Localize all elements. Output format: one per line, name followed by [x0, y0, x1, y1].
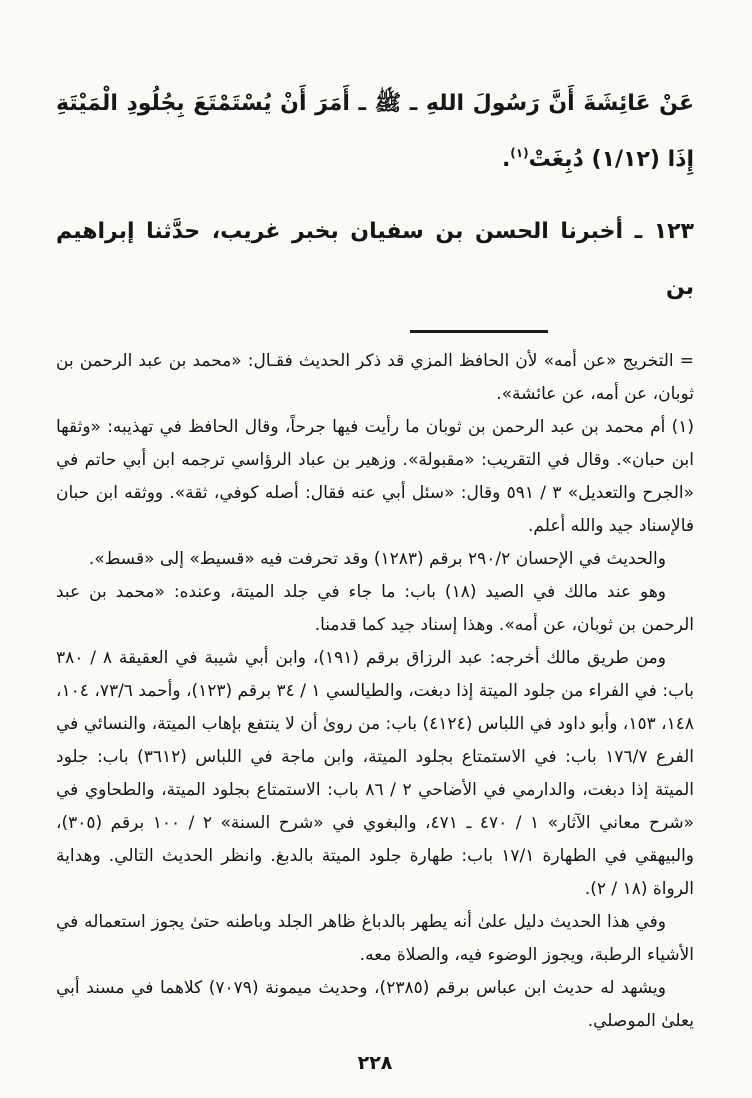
footnote-takhrij-sources: ومن طريق مالك أخرجه: عبد الرزاق برقم (١٩١)، وابن أبي شيبة في العقيقة ٨ / ٣٨٠ باب: في الفراء من جلود الميتة إذا دبغت، والطيالسي ١ / ٣٤ برقم (١٢٣)، وأحمد ٧٣/٦، ١٠٤، ١٤٨، ١٥٣، وأبو داود في اللباس (٤١٢٤) باب: من روىٰ أن لا ينتفع بإهاب الميتة، والنسائي في الفرع ١٧٦/٧ باب: في الاستمتاع بجلود الميتة، وابن ماجة في اللباس (٣٦١٢) باب: جلود الميتة إذا دبغت، والدارمي في الأضاحي ٢ / ٨٦ باب: الاستمتاع بجلود الميتة، والطحاوي في «شرح معاني الآثار» ١ / ٤٧٠ ـ ٤٧١، والبغوي في «شرح السنة» ٢ / ١٠٠ برقم (٣٠٥)، والبيهقي في الطهارة ١٧/١ باب: طهارة جلود الميتة بالدبغ. وانظر الحديث التالي. وهداية الرواة (١٨ / ٢).	[56, 648, 695, 899]
main-text-block	[56, 76, 694, 316]
footnote-supporting-hadiths: ويشهد له حديث ابن عباس برقم (٢٣٨٥)، وحديث ميمونة (٧٠٧٩) كلاهما في مسند أبي يعلىٰ الموصلي.	[56, 978, 694, 1031]
footnote-1: (١) أم محمد بن عبد الرحمن بن ثوبان ما رأيت فيها جرحاً، وقال الحافظ في تهذيبه: «وثقها ابن حبان». وقال في التقريب: «مقبولة». وزهير بن عباد الرؤاسي ترجمه ابن أبي حاتم في «الجرح والتعديل» ٣ / ٥٩١ وقال: «سئل أبي عنه فقال: أصله كوفي، ثقة». ووثقه ابن حبان فالإسناد جيد والله أعلم.	[56, 417, 695, 536]
footnotes-section	[56, 345, 694, 1038]
page-number: ٢٢٨	[357, 1052, 393, 1074]
footnote-separator-rule	[410, 330, 548, 333]
footnote-fiqh-comment: وفي هذا الحديث دليل علىٰ أنه يطهر بالدباغ ظاهر الجلد وباطنه حتىٰ يجوز استعماله في الأشياء الرطبة، ويجوز الوضوء فيه، والصلاة معه.	[56, 912, 694, 965]
hadith-text: عَنْ عَائِشَةَ أَنَّ رَسُولَ اللهِ ـ ﷺ ـ أَمَرَ أَنْ يُسْتَمْتَعَ بِجُلُودِ الْمَيْتَةِ إِذَا (١/١٢) دُبِغَتْ	[56, 91, 694, 172]
sentence-period: .	[501, 147, 511, 172]
hadith-continuation-paragraph	[56, 76, 694, 188]
footnote-takhrij-continuation: = التخريج «عن أمه» لأن الحافظ المزي قد ذكر الحديث فقـال: «محمد بن عبد الرحمن بن ثوبان، عن أمه، عن عائشة».	[56, 351, 694, 404]
footnote-ihsan-reference: والحديث في الإحسان ٢٩٠/٢ برقم (١٢٨٣) وقد تحرفت فيه «قسيط» إلى «قسط».	[88, 549, 666, 569]
footnote-malik-reference: وهو عند مالك في الصيد (١٨) باب: ما جاء في جلد الميتة، وعنده: «محمد بن عبد الرحمن بن ثوبان، عن أمه». وهذا إسناد جيد كما قدمنا.	[56, 582, 694, 635]
footnote-reference-marker: (١)	[510, 146, 529, 160]
hadith-123-opening-line: ١٢٣ ـ أخبرنا الحسن بن سفيان بخبر غريب، حدَّثنا إبراهيم بن	[56, 219, 694, 300]
